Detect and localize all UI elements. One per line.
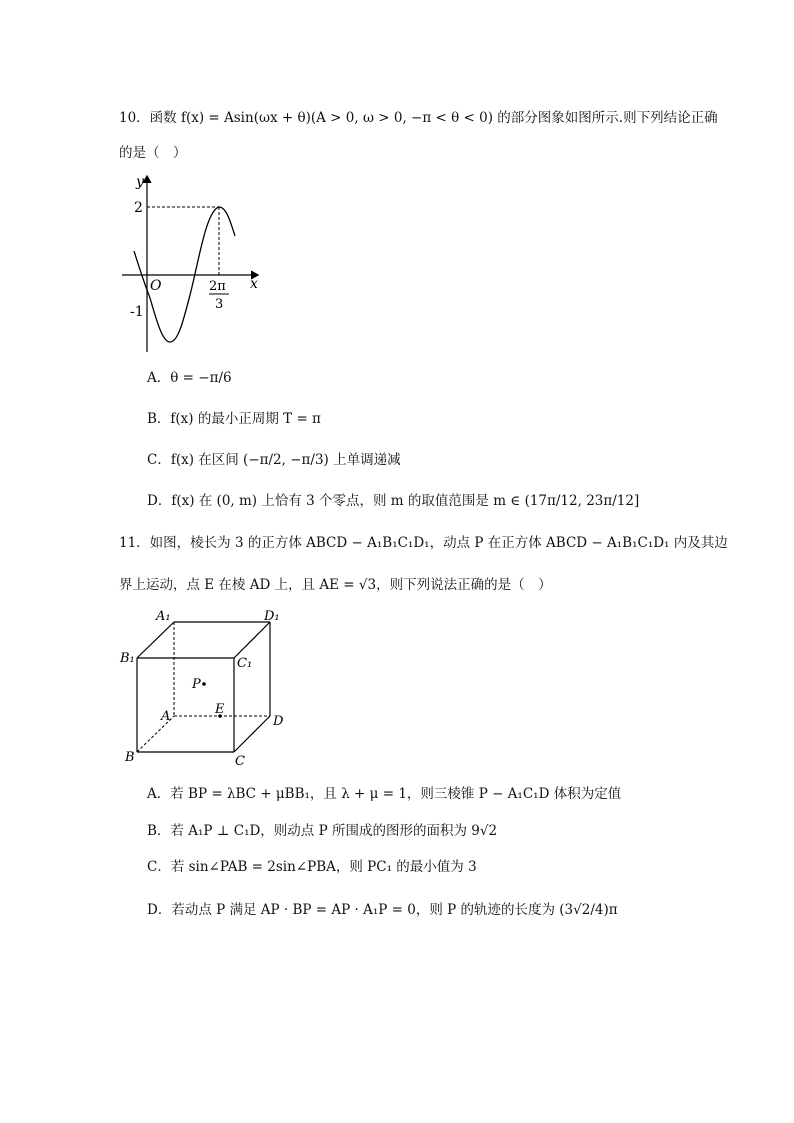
label-e: E <box>215 702 225 717</box>
label-a1: A₁ <box>156 609 171 624</box>
label-p: P <box>192 677 201 692</box>
origin-label: O <box>150 278 162 294</box>
x-axis-label: x <box>250 276 258 292</box>
q10-option-c: C．f(x) 在区间 (−π/2, −π/3) 上单调递减 <box>147 452 401 468</box>
label-a: A <box>161 709 171 724</box>
x-tick-num: 2π <box>209 279 226 294</box>
q10-stem-line1: 10．函数 f(x) = Asin(ωx + θ)(A > 0, ω > 0, −π < θ < 0) 的部分图象如图所示.则下列结论正确 <box>119 110 718 126</box>
q11-option-a: A．若 BP = λBC + μBB₁，且 λ + μ = 1，则三棱锥 P − A₁C₁D 体积为定值 <box>147 786 622 802</box>
y-tick-2: 2 <box>134 200 143 216</box>
q11-option-b: B．若 A₁P ⊥ C₁D，则动点 P 所围成的图形的面积为 9√2 <box>147 823 498 839</box>
label-d: D <box>273 714 284 729</box>
q10-sine-graph <box>120 170 270 355</box>
label-b1: B₁ <box>120 651 135 666</box>
q10-stem-line2: 的是（ ） <box>119 145 187 161</box>
q11-option-c: C．若 sin∠PAB = 2sin∠PBA，则 PC₁ 的最小值为 3 <box>147 859 477 875</box>
q10-option-b: B．f(x) 的最小正周期 T = π <box>147 411 321 427</box>
x-tick-den: 3 <box>215 297 224 312</box>
q10-option-d: D．f(x) 在 (0, m) 上恰有 3 个零点，则 m 的取值范围是 m ∈ (17π/12, 23π/12] <box>147 493 640 509</box>
q11-stem-line1: 11．如图，棱长为 3 的正方体 ABCD − A₁B₁C₁D₁，动点 P 在正方体 ABCD − A₁B₁C₁D₁ 内及其边 <box>119 535 728 551</box>
point-p <box>202 682 206 686</box>
q11-option-d: D．若动点 P 满足 AP · BP = AP · A₁P = 0，则 P 的轨迹的长度为 (3√2/4)π <box>147 902 618 918</box>
q11-stem-line2: 界上运动，点 E 在棱 AD 上，且 AE = √3，则下列说法正确的是（ ） <box>119 577 552 593</box>
y-tick-minus1: -1 <box>130 304 144 320</box>
label-d1: D₁ <box>264 609 280 624</box>
q11-cube-figure <box>118 604 298 769</box>
label-b: B <box>125 750 135 765</box>
label-c: C <box>235 754 245 769</box>
q10-option-a: A．θ = −π/6 <box>147 370 232 386</box>
y-axis-label: y <box>136 174 144 190</box>
label-c1: C₁ <box>237 656 253 671</box>
